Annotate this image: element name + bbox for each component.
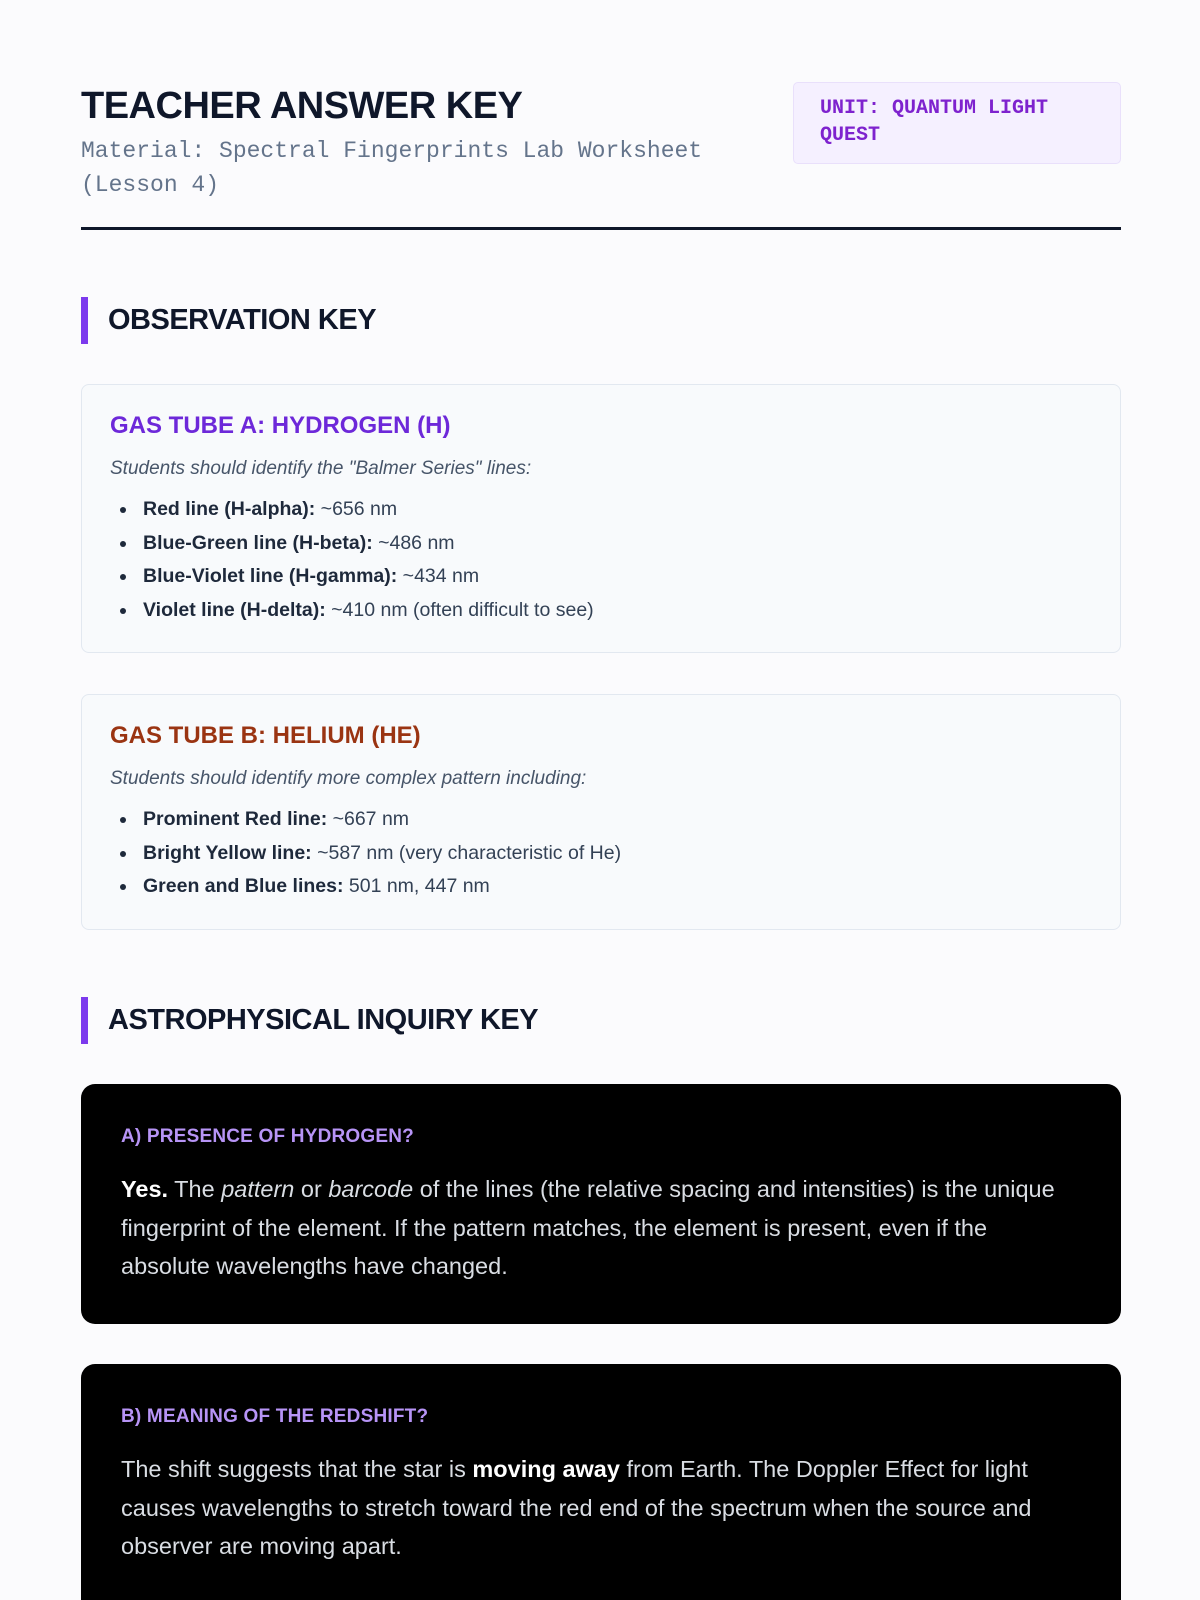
answer-title: B) MEANING OF THE REDSHIFT? [121, 1406, 429, 1427]
unit-badge-line: QUEST [820, 124, 881, 147]
line-value: ~486 nm [372, 531, 455, 554]
line-label: Blue-Violet line (H-gamma): [143, 565, 398, 587]
answer-fragment: or [294, 1176, 329, 1202]
spectral-line-list [110, 493, 1092, 627]
answer-key-page [81, 0, 1121, 1600]
line-value: ~410 nm (often difficult to see) [325, 598, 594, 621]
material-line: Material: Spectral Fingerprints Lab Worksheet [81, 138, 703, 164]
list-item [110, 803, 1092, 837]
line-value: ~587 nm (very characteristic of He) [311, 841, 622, 864]
line-label: Blue-Green line (H-beta): [143, 531, 373, 554]
material-subtitle [81, 134, 741, 202]
unit-badge-line: UNIT: QUANTUM LIGHT [820, 97, 1049, 120]
card-intro: Students should identify the "Balmer Series" lines: [110, 458, 532, 479]
line-value: 501 nm, 447 nm [343, 875, 490, 897]
spectral-line-list [110, 803, 1092, 904]
card-intro: Students should identify more complex pattern including: [110, 768, 587, 789]
answer-fragment: from Earth. The Doppler Effect for light causes wavelengths to stretch toward the red end of the spectrum when the source and observer are moving apart. [121, 1456, 1032, 1559]
answer-panel-redshift [81, 1364, 1121, 1600]
section-heading-astrophysical: ASTROPHYSICAL INQUIRY KEY [81, 997, 781, 1044]
answer-panel-hydrogen [81, 1084, 1121, 1324]
answer-italic: pattern [221, 1176, 295, 1202]
answer-fragment: of the lines (the relative spacing and intensities) is the unique fingerprint of the element. If the pattern matches, the element is present, even if the absolute wavelengths have changed. [121, 1176, 1055, 1279]
answer-text [121, 1450, 1081, 1566]
gas-tube-card-hydrogen [81, 384, 1121, 653]
gas-tube-card-helium [81, 694, 1121, 930]
list-item [110, 594, 1092, 628]
line-label: Prominent Red line: [143, 808, 328, 830]
answer-fragment: The shift suggests that the star is [121, 1456, 473, 1482]
list-item [110, 870, 1092, 904]
line-label: Red line (H-alpha): [143, 498, 316, 520]
answer-text [121, 1170, 1081, 1286]
material-line: (Lesson 4) [81, 172, 220, 198]
answer-fragment: The [168, 1176, 222, 1202]
line-value: ~656 nm [315, 498, 398, 520]
answer-emphasis: moving away [472, 1456, 620, 1482]
answer-italic: barcode [328, 1176, 414, 1202]
card-title: GAS TUBE A: HYDROGEN (H) [110, 412, 451, 439]
answer-title: A) PRESENCE OF HYDROGEN? [121, 1126, 414, 1147]
line-label: Green and Blue lines: [143, 875, 344, 897]
document-header [81, 82, 1121, 230]
line-value: ~667 nm [327, 808, 410, 830]
section-heading-observation: OBSERVATION KEY [81, 297, 781, 344]
list-item [110, 493, 1092, 527]
page-title: TEACHER ANSWER KEY [81, 85, 523, 127]
list-item [110, 837, 1092, 871]
card-title: GAS TUBE B: HELIUM (HE) [110, 722, 421, 749]
unit-badge [793, 82, 1121, 164]
line-label: Violet line (H-delta): [143, 598, 326, 621]
line-value: ~434 nm [397, 565, 480, 587]
list-item [110, 527, 1092, 561]
answer-emphasis: Yes. [121, 1176, 169, 1202]
line-label: Bright Yellow line: [143, 841, 312, 864]
list-item [110, 560, 1092, 594]
